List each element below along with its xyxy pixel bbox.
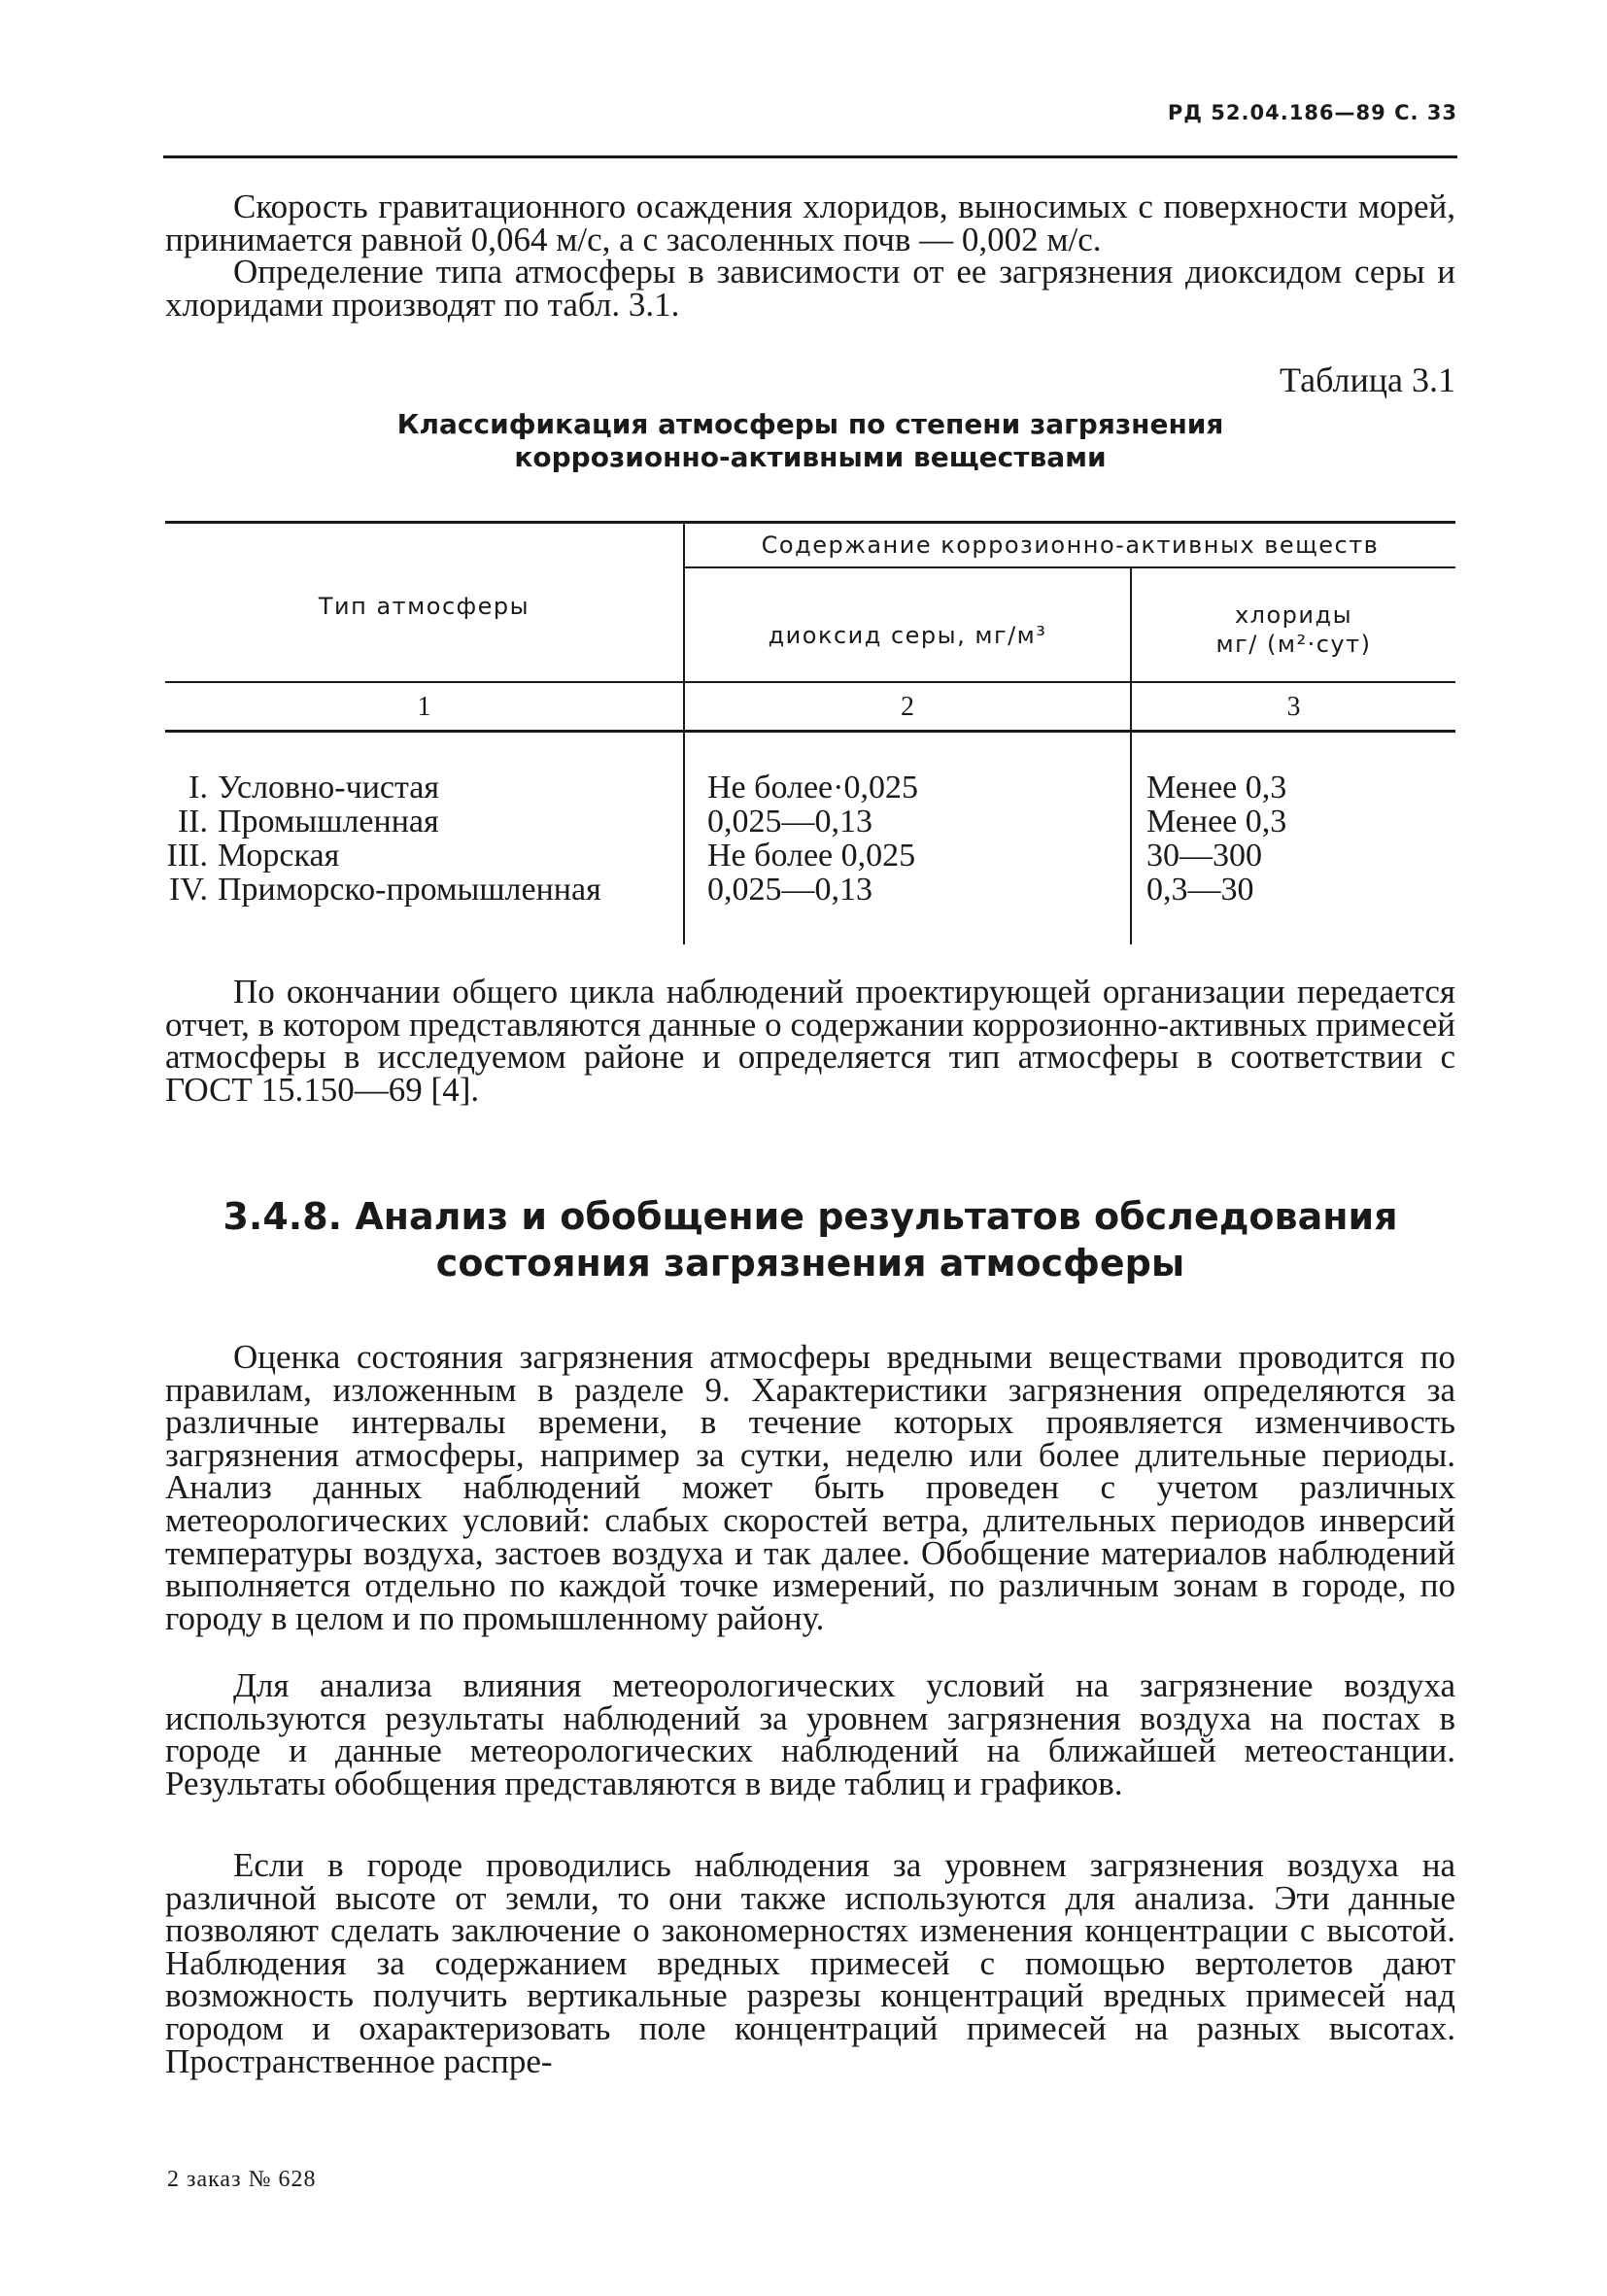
column-number-1: 1 — [417, 692, 431, 722]
row-number: IV. — [169, 872, 208, 908]
column-sulfur-dioxide — [707, 771, 918, 907]
chloride-value: 30—300 — [1146, 838, 1262, 874]
atmosphere-type: Условно-чистая — [218, 770, 440, 805]
paragraph-deposition: Скорость гравитационного осаждения хлоридов, выносимых с поверхности морей, принимается равной 0,064 м/с, а с засоленных почв — 0,002 м/с. — [165, 188, 1455, 258]
column-chlorides — [1146, 771, 1286, 907]
column-number-3: 3 — [1286, 692, 1301, 722]
table-number-rule — [165, 730, 1455, 733]
so2-value: Не более·0,025 — [707, 770, 918, 805]
paragraph-type-determination: Определение типа атмосферы в зависимости от ее загрязнения диоксидом серы и хлоридами производят по табл. 3.1. — [165, 253, 1455, 324]
section-heading — [165, 1193, 1455, 1286]
page-header: РД 52.04.186—89 С. 33 — [1167, 101, 1457, 124]
header-sulfur-dioxide: диоксид серы, мг/м³ — [768, 622, 1047, 649]
chloride-value: Менее 0,3 — [1146, 770, 1287, 805]
so2-value: Не более 0,025 — [707, 838, 916, 874]
header-chlorides-line2: мг/ (м²·сут) — [1215, 631, 1372, 658]
column-number-2: 2 — [901, 692, 914, 722]
table-title-line1: Классификация атмосферы по степени загрязнения — [396, 408, 1224, 440]
table-row — [165, 805, 601, 839]
header-chlorides-line1: хлориды — [1234, 601, 1353, 629]
paragraph-meteorology: Для анализа влияния метеорологических условий на загрязнение воздуха используются результаты наблюдений за уровнем загрязнения воздуха на постах в городе и данные метеорологических наблюдений на ближайшей метеостанции. Результаты обобщения представляются в виде таблиц и графиков. — [165, 1666, 1455, 1802]
header-content-group: Содержание коррозионно-активных веществ — [761, 531, 1380, 559]
header-chlorides — [1132, 600, 1455, 659]
page-footer: 2 заказ № 628 — [167, 2167, 317, 2192]
paragraph-intro — [165, 188, 1455, 324]
so2-value: 0,025—0,13 — [707, 872, 872, 908]
chloride-value: 0,3—30 — [1146, 872, 1254, 908]
row-number: I. — [188, 770, 208, 805]
atmosphere-type: Приморско-промышленная — [218, 872, 601, 908]
table-row — [165, 771, 601, 805]
table-number: Таблица 3.1 — [1280, 360, 1455, 399]
header-rule — [163, 155, 1457, 158]
paragraph-altitude: Если в городе проводились наблюдения за уровнем загрязнения воздуха на различной высоте от земли, то они также используются для анализа. Эти данные позволяют сделать заключение о закономерностях изменения концентрации с высотой. Наблюдения за содержанием вредных примесей с помощью вертолетов дают возможность получить вертикальные разрезы концентраций вредных примесей над городом и охарактеризовать поле концентраций примесей на разных высотах. Пространственное распре- — [165, 1846, 1455, 2080]
table-title — [165, 408, 1455, 474]
table-top-rule — [165, 521, 1455, 524]
row-number: III. — [166, 838, 208, 874]
paragraph-assessment: Оценка состояния загрязнения атмосферы вредными веществами проводится по правилам, изложенным в разделе 9. Характеристики загрязнения определяются за различные интервалы времени, в течение которых проявляется изменчивость загрязнения атмосферы, например за сутки, неделю или более длительные периоды. Анализ данных наблюдений может быть проведен с учетом различных метеорологических условий: слабых скоростей ветра, длительных периодов инверсий температуры воздуха, застоев воздуха и так далее. Обобщение материалов наблюдений выполняется отдельно по каждой точке измерений, по различным зонам в городе, по городу в целом и по промышленному району. — [165, 1338, 1455, 1637]
row-number: II. — [177, 804, 208, 840]
table-vline-1 — [683, 521, 685, 944]
atmosphere-type: Морская — [218, 838, 340, 874]
table-head-rule — [165, 681, 1455, 683]
table-title-line2: коррозионно-активными веществами — [514, 441, 1107, 473]
paragraph-report: По окончании общего цикла наблюдений проектирующей организации передается отчет, в котором представляются данные о содержании коррозионно-активных примесей атмосферы в исследуемом районе и определяется тип атмосферы в соответствии с ГОСТ 15.150—69 [4]. — [165, 973, 1455, 1109]
table-row — [165, 839, 601, 873]
chloride-value: Менее 0,3 — [1146, 804, 1287, 840]
so2-value: 0,025—0,13 — [707, 804, 872, 840]
column-atmosphere-type — [165, 771, 601, 907]
table-row — [165, 873, 601, 907]
table-group-rule — [685, 566, 1455, 568]
section-heading-line2: состояния загрязнения атмосферы — [435, 1242, 1185, 1285]
atmosphere-type: Промышленная — [218, 804, 439, 840]
header-type-of-atmosphere: Тип атмосферы — [318, 593, 530, 620]
section-heading-line1: 3.4.8. Анализ и обобщение результатов обследования — [222, 1195, 1398, 1238]
